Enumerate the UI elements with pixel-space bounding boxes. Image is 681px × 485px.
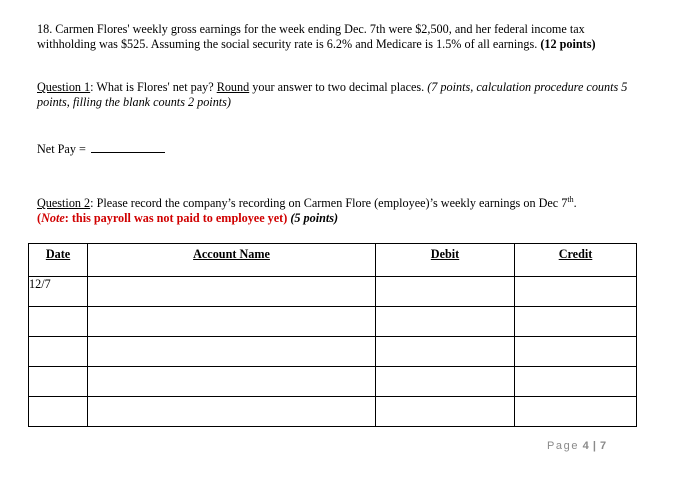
- date-cell[interactable]: [29, 367, 88, 397]
- debit-cell[interactable]: [376, 277, 515, 307]
- debit-cell[interactable]: [376, 397, 515, 427]
- question-2-text: : Please record the company’s recording on Carmen Flore (employee)’s weekly earnings on Dec 7: [90, 196, 568, 210]
- problem-text: Carmen Flores' weekly gross earnings for the week ending Dec. 7th were $2,500, and her federal income tax withholding was $525. Assuming the social security rate is 6.2% and Medicare is 1.5% of all earnings.: [37, 22, 585, 51]
- net-pay-blank[interactable]: [91, 141, 165, 153]
- header-date: Date: [29, 244, 88, 277]
- journal-entry-table: [28, 243, 637, 427]
- question-1-label: Question 1: [37, 80, 91, 94]
- header-debit: Debit: [376, 244, 515, 277]
- date-cell[interactable]: [29, 397, 88, 427]
- date-cell[interactable]: [29, 307, 88, 337]
- note-text: : this payroll was not paid to employee yet): [64, 211, 288, 225]
- question-2-label: Question 2: [37, 196, 91, 210]
- question-2-end: .: [573, 196, 577, 210]
- account-cell[interactable]: [88, 397, 376, 427]
- date-cell[interactable]: 12/7: [29, 277, 88, 307]
- credit-cell[interactable]: [515, 307, 637, 337]
- credit-cell[interactable]: [515, 277, 637, 307]
- question-1-instruction: (7 points, calculation procedure counts 5 points, filling the blank counts 2 points): [37, 80, 628, 109]
- table-row: [29, 397, 637, 427]
- question-2-points: (5 points): [287, 211, 339, 225]
- account-cell[interactable]: [88, 307, 376, 337]
- net-pay-line: [37, 141, 165, 157]
- debit-cell[interactable]: [376, 367, 515, 397]
- credit-cell[interactable]: [515, 367, 637, 397]
- account-cell[interactable]: [88, 277, 376, 307]
- page-number: [547, 440, 607, 452]
- net-pay-label: Net Pay =: [37, 142, 89, 156]
- problem-statement: [37, 22, 637, 52]
- credit-cell[interactable]: [515, 397, 637, 427]
- note-open: (: [37, 211, 42, 225]
- credit-cell[interactable]: [515, 337, 637, 367]
- debit-cell[interactable]: [376, 337, 515, 367]
- table-row: [29, 367, 637, 397]
- question-2: [37, 196, 647, 226]
- question-1-text-after: your answer to two decimal places.: [249, 80, 428, 94]
- table-row: [29, 277, 637, 307]
- account-cell[interactable]: [88, 367, 376, 397]
- debit-cell[interactable]: [376, 307, 515, 337]
- table-header-row: [29, 244, 637, 277]
- problem-number: 18.: [37, 22, 53, 36]
- question-1-text: : What is Flores' net pay?: [90, 80, 217, 94]
- question-2-sup: th: [567, 194, 574, 204]
- page-word: Page: [547, 440, 580, 452]
- header-account-name: Account Name: [88, 244, 376, 277]
- table-row: [29, 337, 637, 367]
- page-count: 4 | 7: [579, 440, 607, 452]
- note-label: Note: [41, 211, 65, 225]
- header-credit: Credit: [515, 244, 637, 277]
- account-cell[interactable]: [88, 337, 376, 367]
- question-1: [37, 80, 637, 110]
- date-cell[interactable]: [29, 337, 88, 367]
- table-row: [29, 307, 637, 337]
- problem-points: (12 points): [540, 37, 596, 51]
- round-word: Round: [216, 80, 250, 94]
